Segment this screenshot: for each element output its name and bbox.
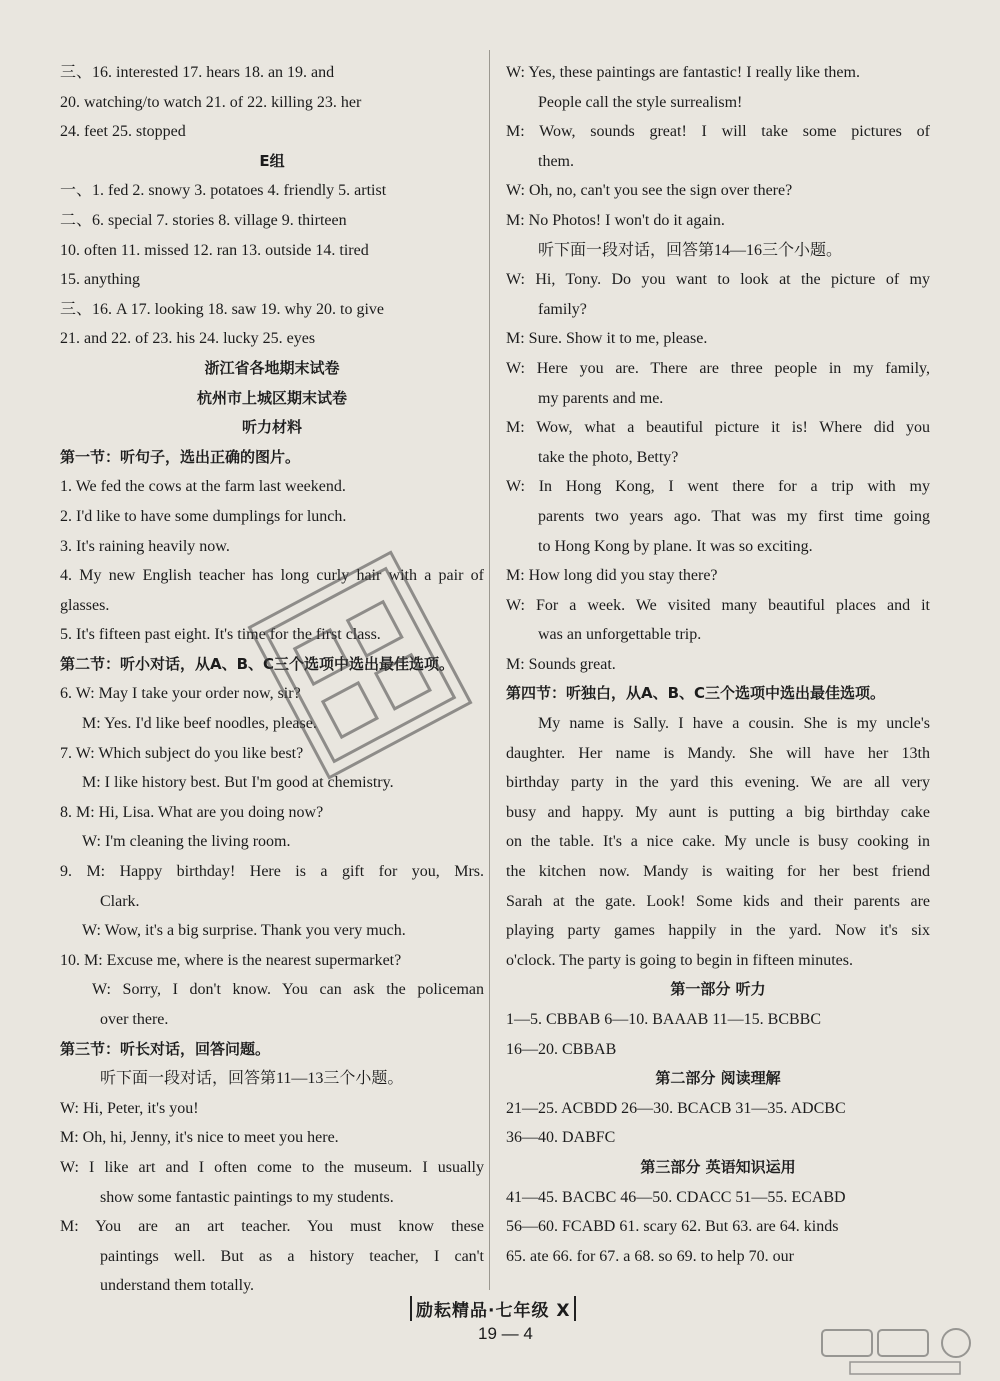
left-text-line: 8. M: Hi, Lisa. What are you doing now? [60,803,324,821]
right-text-line: 第三部分 英语知识运用 [640,1157,796,1176]
left-text-line: 3. It's raining heavily now. [60,537,230,555]
right-text-line: to Hong Kong by plane. It was so exciting. [538,537,813,555]
left-text-line: 2. I'd like to have some dumplings for lunch. [60,507,347,525]
left-text-line: over there. [100,1011,169,1028]
left-text-line: 杭州市上城区期末试卷 [196,388,347,407]
right-text-line: busy and happy. My aunt is putting a big birthday cake [506,803,930,821]
left-text-line: W: Wow, it's a big surprise. Thank you very much. [82,922,406,940]
left-text-line: 10. often 11. missed 12. ran 13. outside 14. tired [60,241,369,259]
right-text-line: W: In Hong Kong, I went there for a trip with my [506,478,930,496]
right-text-line: M: Sounds great. [506,655,616,673]
left-text-line: W: I'm cleaning the living room. [82,833,291,851]
right-text-line: 第二部分 阅读理解 [655,1069,781,1088]
right-text-line: 65. ate 66. for 67. a 68. so 69. to help 70. our [506,1247,794,1265]
left-text-line: E组 [259,151,285,170]
left-text-line: 三、16. interested 17. hears 18. an 19. and [60,64,335,81]
left-text-line: 9. M: Happy birthday! Here is a gift for you, Mrs. [60,863,484,881]
left-text-line: M: Oh, hi, Jenny, it's nice to meet you here. [60,1129,339,1147]
left-text-line: 一、1. fed 2. snowy 3. potatoes 4. friendly 5. artist [60,182,387,200]
left-text-line: 第一节：听句子，选出正确的图片。 [60,447,301,466]
left-text-line: 三、16. A 17. looking 18. saw 19. why 20. to give [60,300,384,318]
left-text-line: 6. W: May I take your order now, sir? [60,685,301,703]
right-text-line: People call the style surrealism! [538,93,743,111]
left-text-line: M: Yes. I'd like beef noodles, please. [82,715,317,733]
right-text-line: W: Hi, Tony. Do you want to look at the picture of my [506,271,930,289]
left-text-line: 二、6. special 7. stories 8. village 9. thirteen [60,211,347,229]
left-text-line: 浙江省各地期末试卷 [204,358,340,377]
right-text-line: W: Yes, these paintings are fantastic! I really like them. [506,64,860,81]
right-text-line: playing party games happily in the yard. Now it's six [506,922,930,940]
right-text-line: on the table. It's a nice cake. My uncle is busy cooking in [506,833,930,851]
left-text-line: Clark. [100,892,140,910]
right-text-line: W: For a week. We visited many beautiful places and it [506,596,930,614]
right-text-line: 第一部分 听力 [670,980,766,999]
right-text-line: 36—40. DABFC [506,1129,616,1147]
right-text-line: parents two years ago. That was my first time going [538,507,930,525]
left-text-line: M: You are an art teacher. You must know these [60,1218,484,1236]
left-text-line: glasses. [60,596,110,614]
right-text-line: was an unforgettable trip. [538,626,702,644]
right-text-line: 56—60. FCABD 61. scary 62. But 63. are 64. kinds [506,1218,839,1236]
right-text-line: take the photo, Betty? [538,448,679,466]
left-text-line: 15. anything [60,271,140,289]
right-text-line: 1—5. CBBAB 6—10. BAAAB 11—15. BCBBC [506,1011,822,1028]
column-divider [489,50,490,1290]
right-text-line: o'clock. The party is going to begin in fifteen minutes. [506,951,853,969]
left-text-line: W: I like art and I often come to the museum. I usually [60,1158,484,1176]
right-text-line: M: Sure. Show it to me, please. [506,330,708,348]
left-text-line: 20. watching/to watch 21. of 22. killing 23. her [60,93,362,111]
left-text-line: paintings well. But as a history teacher, I can't [100,1247,484,1265]
right-column [506,58,930,1271]
right-text-line: 41—45. BACBC 46—50. CDACC 51—55. ECABD [506,1188,846,1206]
right-text-line: Sarah at the gate. Look! Some kids and their parents are [506,892,930,910]
right-text-line: M: Wow, sounds great! I will take some pictures of [506,123,930,141]
left-text-line: 21. and 22. of 23. his 24. lucky 25. eyes [60,330,316,348]
right-text-line: W: Here you are. There are three people in my family, [506,359,930,377]
left-text-line: 第二节：听小对话，从A、B、C三个选项中选出最佳选项。 [60,654,455,673]
right-text-line: 21—25. ACBDD 26—30. BCACB 31—35. ADCBC [506,1099,846,1117]
right-text-line: 听下面一段对话，回答第14—16三个小题。 [538,241,843,259]
right-text-line: the kitchen now. Mandy is waiting for her best friend [506,863,930,881]
right-text-line: them. [538,152,574,170]
page-number: 19 — 4 [478,1324,533,1343]
right-text-line: 16—20. CBBAB [506,1040,617,1058]
left-text-line: 4. My new English teacher has long curly hair with a pair of [60,567,484,585]
left-text-line: 7. W: Which subject do you like best? [60,744,304,762]
left-text-line: show some fantastic paintings to my students. [100,1188,394,1206]
left-text-line: 10. M: Excuse me, where is the nearest supermarket? [60,951,402,969]
left-text-line: 24. feet 25. stopped [60,123,186,141]
left-text-line: W: Sorry, I don't know. You can ask the policeman [92,981,484,999]
right-text-line: daughter. Her name is Mandy. She will have her 13th [506,744,930,762]
right-text-line: birthday party in the yard this evening. We are all very [506,774,930,792]
left-text-line: M: I like history best. But I'm good at chemistry. [82,774,394,792]
left-text-line: 1. We fed the cows at the farm last weekend. [60,478,346,496]
watermark-stamp-icon [240,540,480,790]
right-text-line: 第四节：听独白，从A、B、C三个选项中选出最佳选项。 [506,684,886,703]
right-text-line: My name is Sally. I have a cousin. She is my uncle's [538,715,930,733]
right-text-line: W: Oh, no, can't you see the sign over there? [506,182,793,200]
watermark-logo-icon [820,1328,990,1378]
left-text-line: 5. It's fifteen past eight. It's time for the first class. [60,626,381,644]
left-text-line: 听下面一段对话，回答第11—13三个小题。 [100,1070,404,1088]
right-text-line: my parents and me. [538,389,664,407]
left-text-line: 第三节：听长对话，回答问题。 [60,1039,271,1058]
right-text-line: M: No Photos! I won't do it again. [506,211,725,229]
right-text-line: M: Wow, what a beautiful picture it is! Where did you [506,419,930,437]
right-text-line: family? [538,300,587,318]
left-text-line: W: Hi, Peter, it's you! [60,1099,199,1117]
left-text-line: understand them totally. [100,1277,255,1295]
left-text-line: 听力材料 [241,418,302,437]
footer-brand: 励耘精品·七年级 X [410,1296,576,1321]
right-text-line: M: How long did you stay there? [506,567,718,585]
